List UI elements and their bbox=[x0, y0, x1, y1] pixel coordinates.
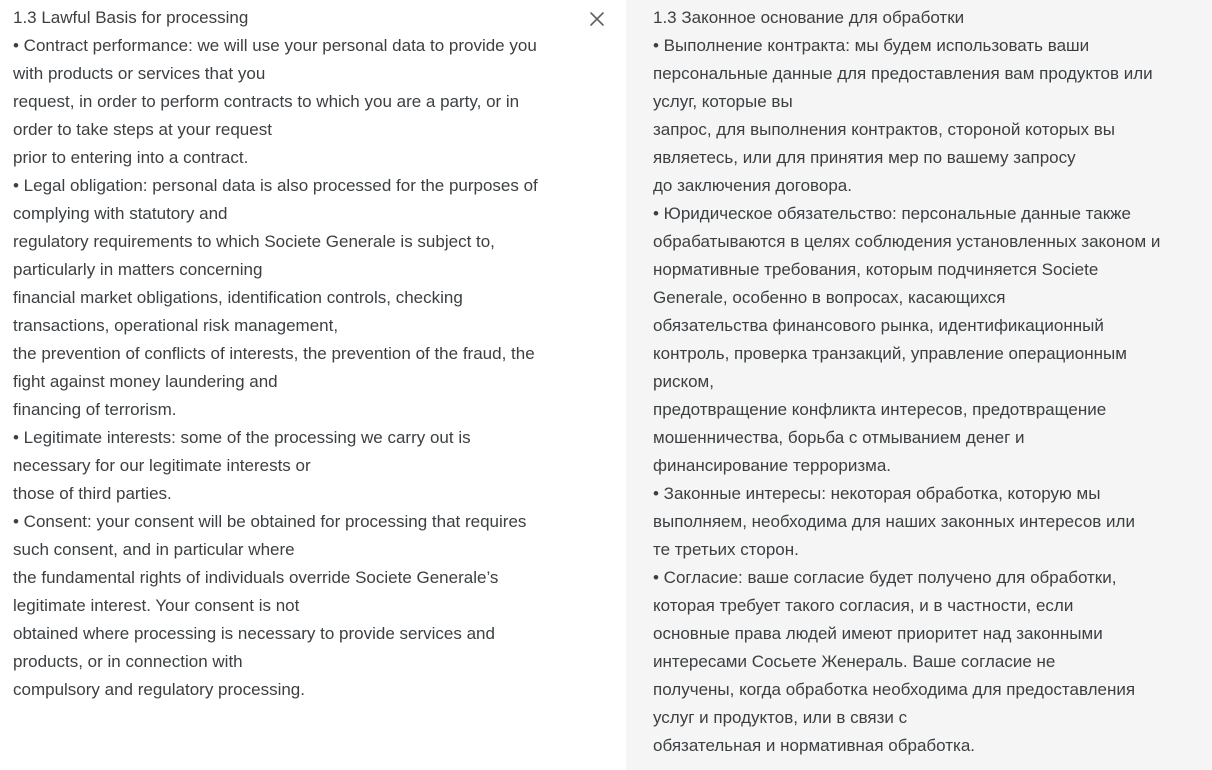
clear-source-button[interactable] bbox=[584, 6, 610, 32]
translation-pane bbox=[626, 0, 1212, 770]
translation-output: 1.3 Законное основание для обработки • Выполнение контракта: мы будем использовать ваши персональные данные для предоставления вам продуктов или услуг, которые вы запрос, для выполнения контрактов, стороной которых вы являетесь, или для принятия мер по вашему запросу до заключения договора. • Юридическое обязательство: персональные данные также обрабатываются в целях соблюдения установленных законом и нормативные требования, которым подчиняется Societe Generale, особенно в вопросах, касающихся обязательства финансового рынка, идентификационный контроль, проверка транзакций, управление операционным риском, предотвращение конфликта интересов, предотвращение мошенничества, борьба с отмыванием денег и финансирование терроризма. • Законные интересы: некоторая обработка, которую мы выполняем, необходима для наших законных интересов или те третьих сторон. • Согласие: ваше согласие будет получено для обработки, которая требует такого согласия, и в частности, если основные права людей имеют приоритет над законными интересами Сосьете Женераль. Ваше согласие не получены, когда обработка необходима для предоставления услуг и продуктов, или в связи с обязательная и нормативная обработка. bbox=[653, 8, 1161, 755]
close-icon bbox=[589, 11, 605, 27]
